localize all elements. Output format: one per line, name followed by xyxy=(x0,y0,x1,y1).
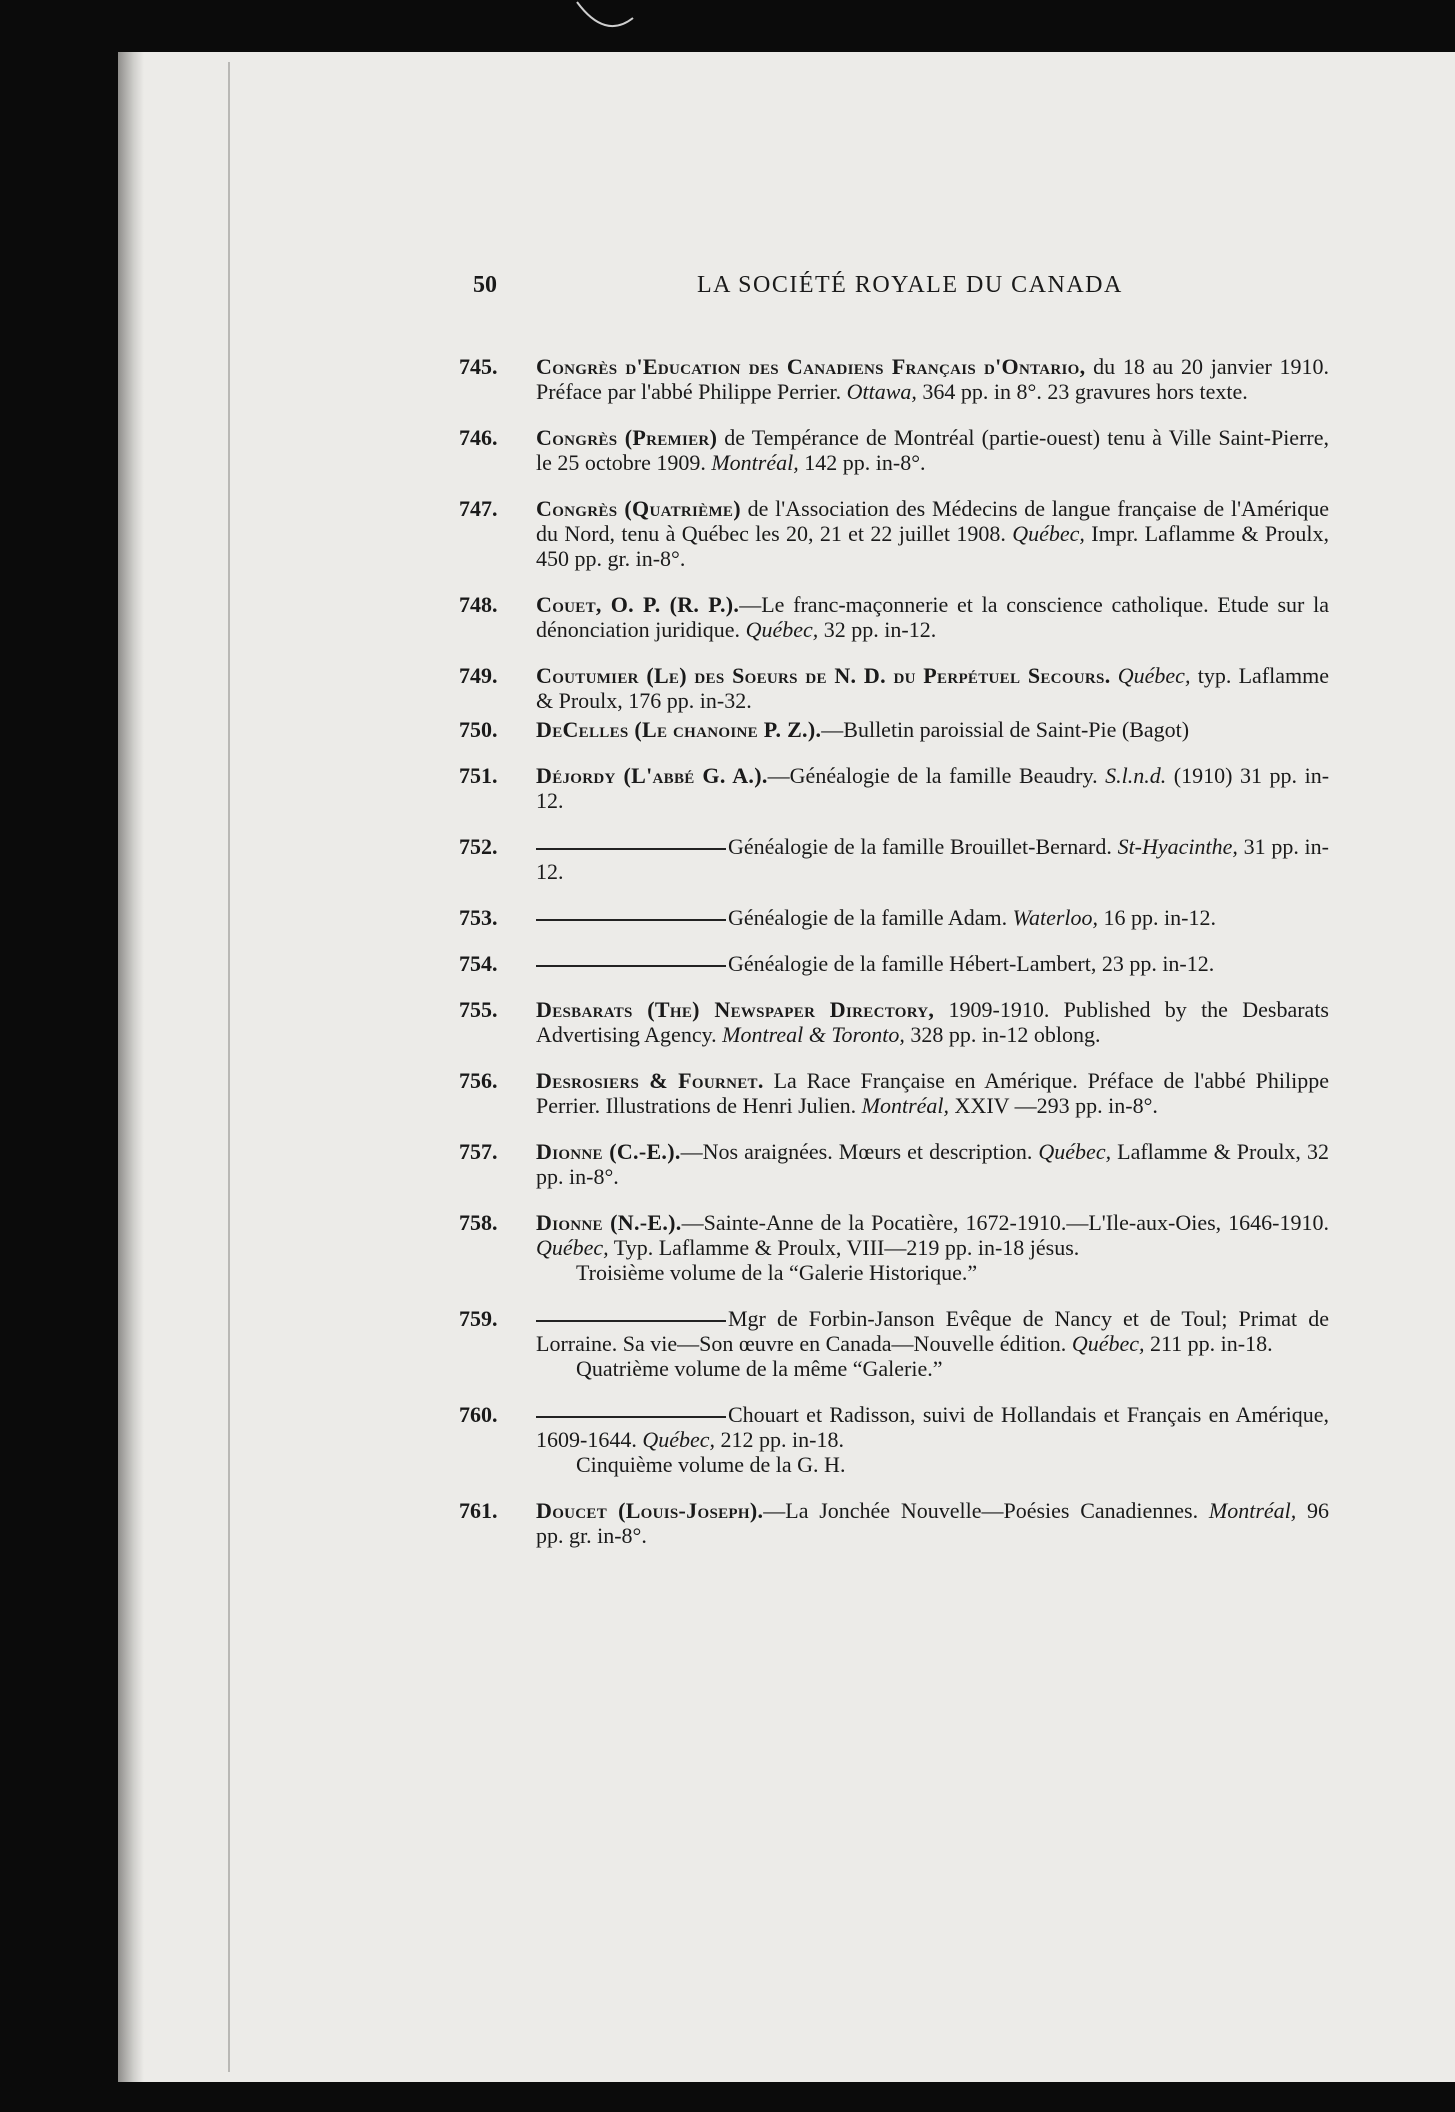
gutter-line xyxy=(228,62,230,2072)
entry-author: DeCelles (Le chanoine P. Z.). xyxy=(536,717,822,742)
entry-text: Généalogie de la famille Adam. xyxy=(728,905,1013,930)
entry-757 xyxy=(459,1139,1329,1189)
entry-number: 755. xyxy=(459,997,498,1022)
entry-747 xyxy=(459,496,1329,571)
entry-author: Dionne (C.-E.). xyxy=(536,1139,681,1164)
entry-755 xyxy=(459,997,1329,1047)
entry-rest: 142 pp. in-8°. xyxy=(798,450,926,475)
binding-shadow xyxy=(118,52,144,2082)
entry-place: Montréal, xyxy=(861,1093,950,1118)
entry-750 xyxy=(459,717,1329,742)
entry-author: Coutumier (Le) des Soeurs de N. D. du Perpétuel Secours. xyxy=(536,663,1111,688)
entry-text: —Le franc-maçonnerie et la conscience catholique. Etude sur la dénonciation juridique. xyxy=(536,592,1329,642)
entry-place: Montréal, xyxy=(1208,1498,1297,1523)
entry-author: Desbarats (The) Newspaper Directory, xyxy=(536,997,935,1022)
entry-place: Québec, xyxy=(536,1235,609,1260)
entry-text: —Bulletin paroissial de Saint-Pie (Bagot) xyxy=(821,717,1190,742)
entry-text: Mgr de Forbin-Janson Evêque de Nancy et de Toul; Primat de Lorraine. Sa vie—Son œuvre en Canada—Nouvelle édition. xyxy=(536,1306,1329,1356)
entry-place: Montreal & Toronto, xyxy=(722,1022,905,1047)
entry-rest: 328 pp. in-12 oblong. xyxy=(904,1022,1101,1047)
entry-rest: 96 pp. gr. in-8°. xyxy=(536,1498,1330,1548)
entry-text: —Sainte-Anne de la Pocatière, 1672-1910.—L'Ile-aux-Oies, 1646-1910. xyxy=(681,1210,1329,1235)
scan-corner-mark xyxy=(575,0,635,38)
entry-text: de Tempérance de Montréal (partie-ouest) tenu à Ville Saint-Pierre, le 25 octobre 1909. xyxy=(536,425,1329,475)
entry-number: 757. xyxy=(459,1139,498,1164)
entry-756 xyxy=(459,1068,1329,1118)
entry-text: —Généalogie de la famille Beaudry. xyxy=(767,763,1106,788)
entry-author: Dionne (N.-E.). xyxy=(536,1210,682,1235)
entry-text: La Race Française en Amérique. Préface de l'abbé Philippe Perrier. Illustrations de Henri Julien. xyxy=(536,1068,1329,1118)
entry-number: 756. xyxy=(459,1068,498,1093)
entry-745 xyxy=(459,354,1329,404)
entry-place: Québec, xyxy=(1117,663,1191,688)
entry-place: Québec, xyxy=(1071,1331,1145,1356)
entry-746 xyxy=(459,425,1329,475)
entry-rest: 31 pp. in-12. xyxy=(536,834,1329,884)
entry-place: Ottawa, xyxy=(846,379,917,404)
entry-758 xyxy=(459,1210,1329,1285)
entry-number: 758. xyxy=(459,1210,498,1235)
entry-number: 752. xyxy=(459,834,498,859)
entry-author: Congrès (Quatrième) xyxy=(536,496,741,521)
entry-place: Québec, xyxy=(1038,1139,1112,1164)
entry-number: 759. xyxy=(459,1306,498,1331)
entry-note: Troisième volume de la “Galerie Historique.” xyxy=(576,1260,978,1285)
entry-author: Doucet (Louis-Joseph). xyxy=(536,1498,764,1523)
entry-text: Généalogie de la famille Brouillet-Bernard. xyxy=(728,834,1118,859)
entry-754 xyxy=(459,951,1329,976)
entry-place: Waterloo, xyxy=(1012,905,1099,930)
entry-751 xyxy=(459,763,1329,813)
entry-author: Congrès d'Education des Canadiens Français d'Ontario, xyxy=(536,354,1086,379)
entry-number: 754. xyxy=(459,951,498,976)
entry-rest: typ. Laflamme & Proulx, 176 pp. in-32. xyxy=(536,663,1329,713)
entry-752 xyxy=(459,834,1329,884)
entry-rest: 364 pp. in 8°. 23 gravures hors texte. xyxy=(916,379,1248,404)
entry-number: 750. xyxy=(459,717,498,742)
entry-text: du 18 au 20 janvier 1910. Préface par l'abbé Philippe Perrier. xyxy=(536,354,1329,404)
entry-rest: 211 pp. in-18. xyxy=(1144,1331,1273,1356)
entry-753 xyxy=(459,905,1329,930)
entry-place: S.l.n.d. xyxy=(1105,763,1167,788)
entry-rest: (1910) 31 pp. in-12. xyxy=(536,763,1330,813)
entry-rest: 32 pp. in-12. xyxy=(818,617,937,642)
entry-text xyxy=(1111,663,1118,688)
entry-author: Congrès (Premier) xyxy=(536,425,718,450)
entry-note: Cinquième volume de la G. H. xyxy=(576,1452,846,1477)
entry-rest: Laflamme & Proulx, 32 pp. in-8°. xyxy=(536,1139,1329,1189)
ditto-dash xyxy=(536,1416,726,1418)
entry-number: 747. xyxy=(459,496,498,521)
running-head: LA SOCIÉTÉ ROYALE DU CANADA xyxy=(697,272,1123,298)
ditto-dash xyxy=(536,848,726,850)
entry-text: —La Jonchée Nouvelle—Poésies Canadiennes. xyxy=(763,1498,1209,1523)
entry-number: 761. xyxy=(459,1498,498,1523)
entry-place: Québec, xyxy=(745,617,819,642)
entry-760 xyxy=(459,1402,1329,1477)
entry-author: Déjordy (L'abbé G. A.). xyxy=(536,763,768,788)
entry-rest: 16 pp. in-12. xyxy=(1098,905,1216,930)
entry-number: 748. xyxy=(459,592,498,617)
entry-rest: Typ. Laflamme & Proulx, VIII—219 pp. in-18 jésus. xyxy=(608,1235,1080,1260)
entry-author: Desrosiers & Fournet. xyxy=(536,1068,764,1093)
ditto-dash xyxy=(536,1320,726,1322)
entry-rest: Impr. Laflamme & Proulx, 450 pp. gr. in-8°. xyxy=(536,521,1330,571)
entry-748 xyxy=(459,592,1329,642)
page-header xyxy=(0,272,1455,306)
entry-author: Couet, O. P. (R. P.). xyxy=(536,592,740,617)
bibliography-list xyxy=(459,354,1329,1569)
entry-note: Quatrième volume de la même “Galerie.” xyxy=(576,1356,943,1381)
entry-number: 751. xyxy=(459,763,498,788)
entry-759 xyxy=(459,1306,1329,1381)
entry-place: St-Hyacinthe, xyxy=(1117,834,1238,859)
entry-number: 745. xyxy=(459,354,498,379)
entry-rest: 212 pp. in-18. xyxy=(715,1427,844,1452)
entry-749 xyxy=(459,663,1329,713)
entry-number: 749. xyxy=(459,663,498,688)
entry-number: 760. xyxy=(459,1402,498,1427)
entry-number: 746. xyxy=(459,425,498,450)
ditto-dash xyxy=(536,919,726,921)
entry-place: Québec, xyxy=(1012,521,1085,546)
entry-place: Montréal, xyxy=(711,450,799,475)
entry-rest: XXIV —293 pp. in-8°. xyxy=(949,1093,1158,1118)
entry-place: Québec, xyxy=(642,1427,716,1452)
ditto-dash xyxy=(536,965,726,967)
entry-number: 753. xyxy=(459,905,498,930)
entry-text: Généalogie de la famille Hébert-Lambert, 23 pp. in-12. xyxy=(728,951,1215,976)
entry-text: de l'Association des Médecins de langue française de l'Amérique du Nord, tenu à Québec les 20, 21 et 22 juillet 1908. xyxy=(536,496,1329,546)
entry-text: Chouart et Radisson, suivi de Hollandais et Français en Amérique, 1609-1644. xyxy=(536,1402,1329,1452)
entry-text: 1909-1910. Published by the Desbarats Advertising Agency. xyxy=(536,997,1329,1047)
entry-text: —Nos araignées. Mœurs et description. xyxy=(680,1139,1039,1164)
entry-761 xyxy=(459,1498,1329,1548)
page-number: 50 xyxy=(473,272,497,298)
